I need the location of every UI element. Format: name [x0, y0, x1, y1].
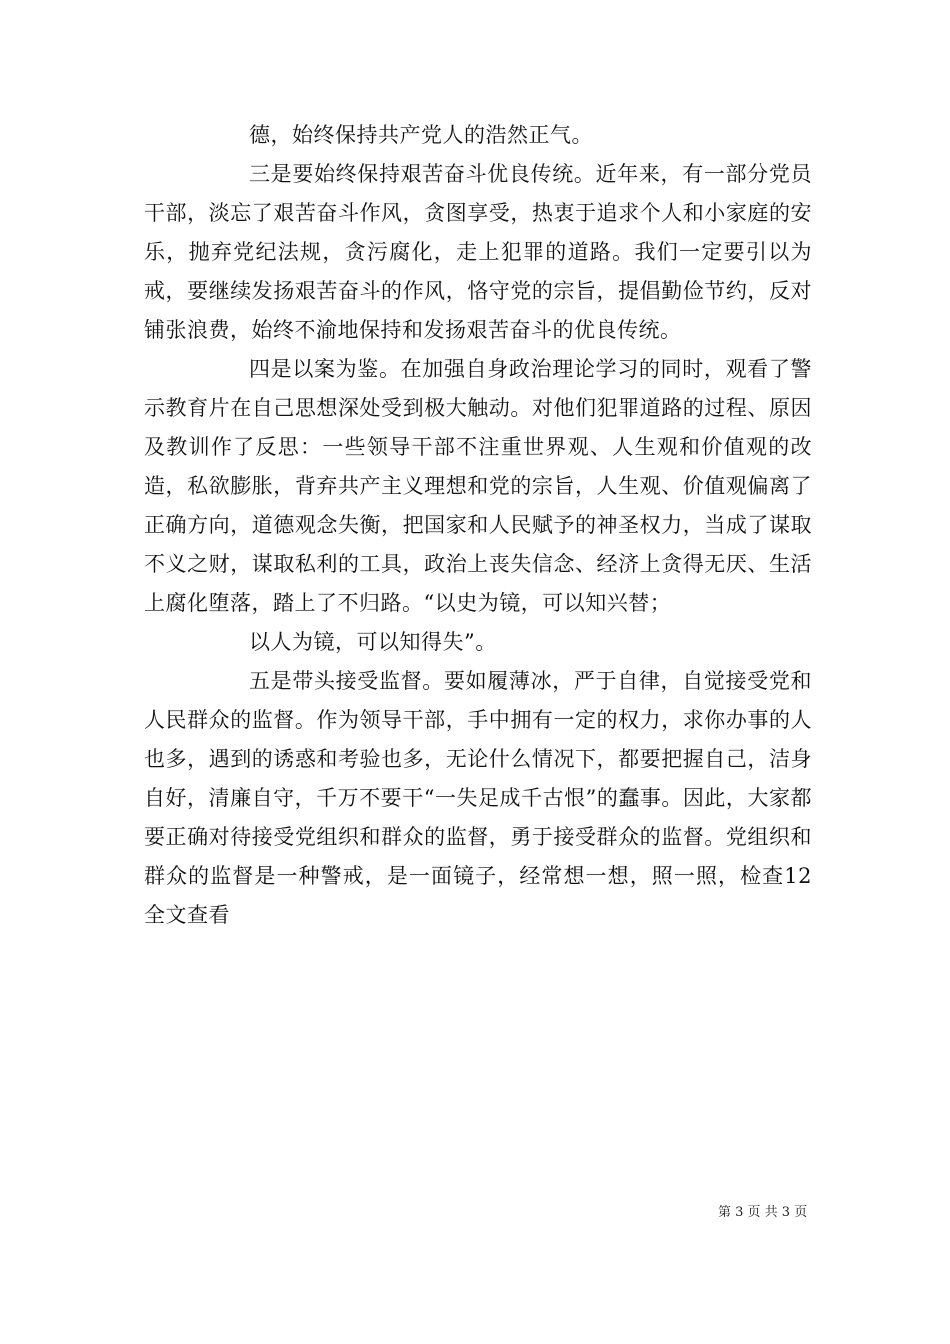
paragraph-4: 以人为镜，可以知得失”。 — [249, 630, 497, 654]
paragraph-5: 五是带头接受监督。要如履薄冰，严于自律，自觉接受党和人民群众的监督。作为领导干部，手中拥有一定的权力，求你办事的人也多，遇到的诱惑和考验也多，无论什么情况下，都要把握自己，洁身自好，清廉自守，千万不要干“一失足成千古恨”的蠢事。因此，大家都要正确对待接受党组织和群众的监督，勇于接受群众的监督。党组织和群众的监督是一种警戒，是一面镜子，经常想一想，照一照，检查12全文查看 — [144, 669, 812, 927]
paragraph-3: 四是以案为鉴。在加强自身政治理论学习的同时，观看了警示教育片在自己思想深处受到极大触动。对他们犯罪道路的过程、原因及教训作了反思：一些领导干部不注重世界观、人生观和价值观的改造，私欲膨胀，背弃共产主义理想和党的宗旨，人生观、价值观偏离了正确方向，道德观念失衡，把国家和人民赋予的神圣权力，当成了谋取不义之财，谋取私利的工具，政治上丧失信念、经济上贪得无厌、生活上腐化堕落，踏上了不归路。“以史为镜，可以知兴替； — [144, 357, 812, 615]
document-body — [144, 116, 812, 935]
page-number-footer: 第 3 页 共 3 页 — [718, 1205, 808, 1220]
paragraph-2: 三是要始终保持艰苦奋斗优良传统。近年来，有一部分党员干部，淡忘了艰苦奋斗作风，贪图享受，热衷于追求个人和小家庭的安乐，抛弃党纪法规，贪污腐化，走上犯罪的道路。我们一定要引以为戒，要继续发扬艰苦奋斗的作风，恪守党的宗旨，提倡勤俭节约，反对铺张浪费，始终不渝地保持和发扬艰苦奋斗的优良传统。 — [144, 162, 812, 342]
paragraph-1: 德，始终保持共产党人的浩然正气。 — [249, 123, 593, 147]
